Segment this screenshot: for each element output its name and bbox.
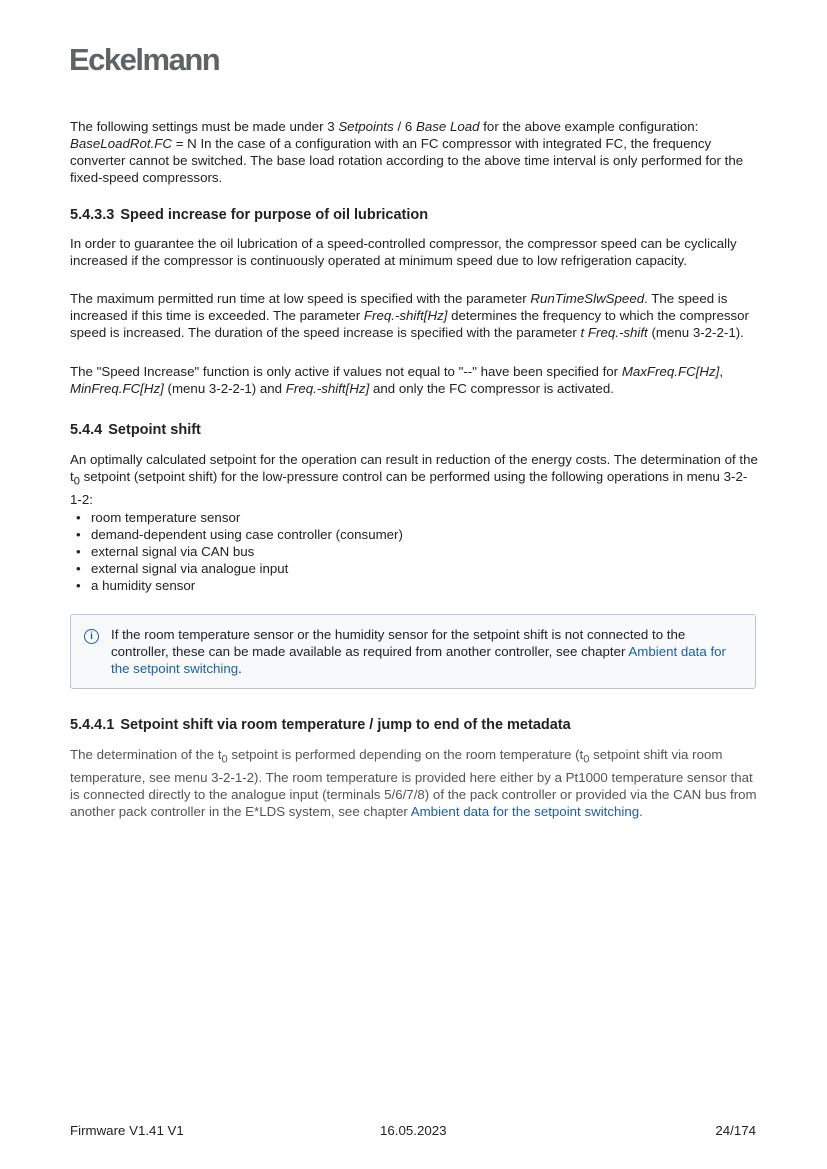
text: determines the frequency to which the compressor speed is increased. The duration of the speed increase is specified with the parameter: [70, 308, 749, 340]
text: .: [639, 803, 643, 819]
text: setpoint shift via room temperature, see menu 3-2-1-2). The room temperature is provided here either by a Pt1000 temperature sensor that is connected directly to the analogue input (terminals 5/6/7/8) of the pack controller or provided via the CAN bus from another pack controller in the E*LDS system, see chapter: [70, 747, 757, 819]
footer-version: Firmware V1.41 V1: [70, 1123, 184, 1138]
heading-5-4-3-3: [70, 206, 758, 224]
text: RunTimeSlwSpeed: [530, 291, 645, 306]
list-item: • room temperature sensor: [70, 509, 758, 526]
list-item: • a humidity sensor: [70, 577, 758, 594]
text: = N In the case of a configuration with an FC compressor with integrated FC, the frequency converter cannot be switched. The base load rotation according to the above time interval is only performed for the fixed-speed compressors.: [70, 136, 744, 185]
text: If the room temperature sensor or the humidity sensor for the setpoint shift is not connected to the controller, these can be made available as required from another controller, see chapter: [111, 627, 686, 659]
paragraph: [70, 290, 758, 341]
text: Freq.-shift[Hz]: [285, 381, 370, 396]
text: The maximum permitted run time at low speed is specified with the parameter: [70, 291, 531, 306]
heading-number: 5.4.4.1: [70, 717, 115, 733]
text: ,: [719, 364, 724, 379]
paragraph: In order to guarantee the oil lubrication of a speed-controlled compressor, the compressor speed can be cyclically increased if the compressor is continuously operated at minimum speed due to low refrigeration capacity.: [70, 236, 737, 268]
ambient-data-link[interactable]: Ambient data for the setpoint switching: [111, 644, 726, 676]
footer-page-number: 24/174: [715, 1123, 756, 1138]
text: MinFreq.FC[Hz]: [70, 381, 164, 396]
text: setpoint (setpoint shift) for the low-pressure control can be performed using the following operations in menu 3-2-1-2:: [70, 469, 748, 507]
text: t Freq.-shift: [580, 325, 648, 340]
info-note: [70, 614, 756, 689]
heading-title: Setpoint shift: [108, 422, 201, 438]
paragraph: [70, 451, 758, 508]
heading-5-4-4: [70, 421, 758, 439]
text: / 6: [393, 119, 416, 134]
text: The following settings must be made under 3: [70, 119, 339, 134]
heading-number: 5.4.4: [70, 422, 103, 438]
subscript: 0: [73, 475, 80, 488]
heading-5-4-4-1: [70, 716, 758, 734]
text: Freq.-shift[Hz]: [363, 308, 448, 323]
text: The "Speed Increase" function is only active if values not equal to "--" have been specified for: [70, 364, 622, 379]
paragraph: [70, 746, 758, 820]
text: . The speed is increased if this time is exceeded. The parameter: [70, 291, 728, 323]
list-item: • external signal via CAN bus: [70, 543, 758, 560]
heading-title: Setpoint shift via room temperature / jump to end of the metadata: [120, 717, 571, 733]
heading-title: Speed increase for purpose of oil lubrication: [120, 207, 429, 223]
text: setpoint is performed depending on the room temperature (t: [227, 747, 584, 762]
paragraph: [70, 363, 758, 397]
note-text: [111, 626, 741, 677]
footer-date: 16.05.2023: [380, 1123, 447, 1138]
list-item: • demand-dependent using case controller (consumer): [70, 526, 758, 543]
text: (menu 3-2-2-1).: [647, 325, 744, 340]
text: Base Load: [415, 119, 480, 134]
operations-list: [70, 509, 758, 594]
text: MaxFreq.FC[Hz]: [621, 364, 720, 379]
eckelmann-logo: Eckelmann: [69, 42, 220, 77]
text: BaseLoadRot.FC: [70, 136, 172, 151]
info-icon: i: [84, 629, 99, 644]
text: An optimally calculated setpoint for the operation can result in reduction of the energy costs. The determination of the t: [70, 452, 758, 484]
subscript: 0: [221, 753, 228, 766]
ambient-data-link[interactable]: Ambient data for the setpoint switching: [410, 803, 640, 819]
text: and only the FC compressor is activated.: [369, 381, 614, 396]
text: Setpoints: [338, 119, 394, 134]
heading-number: 5.4.3.3: [70, 207, 115, 223]
text: (menu 3-2-2-1) and: [163, 381, 286, 396]
list-item: • external signal via analogue input: [70, 560, 758, 577]
text: .: [238, 661, 242, 676]
subscript: 0: [583, 753, 590, 766]
text: The determination of the t: [70, 747, 222, 762]
intro-paragraph: [70, 118, 758, 186]
text: for the above example configuration:: [479, 119, 699, 134]
